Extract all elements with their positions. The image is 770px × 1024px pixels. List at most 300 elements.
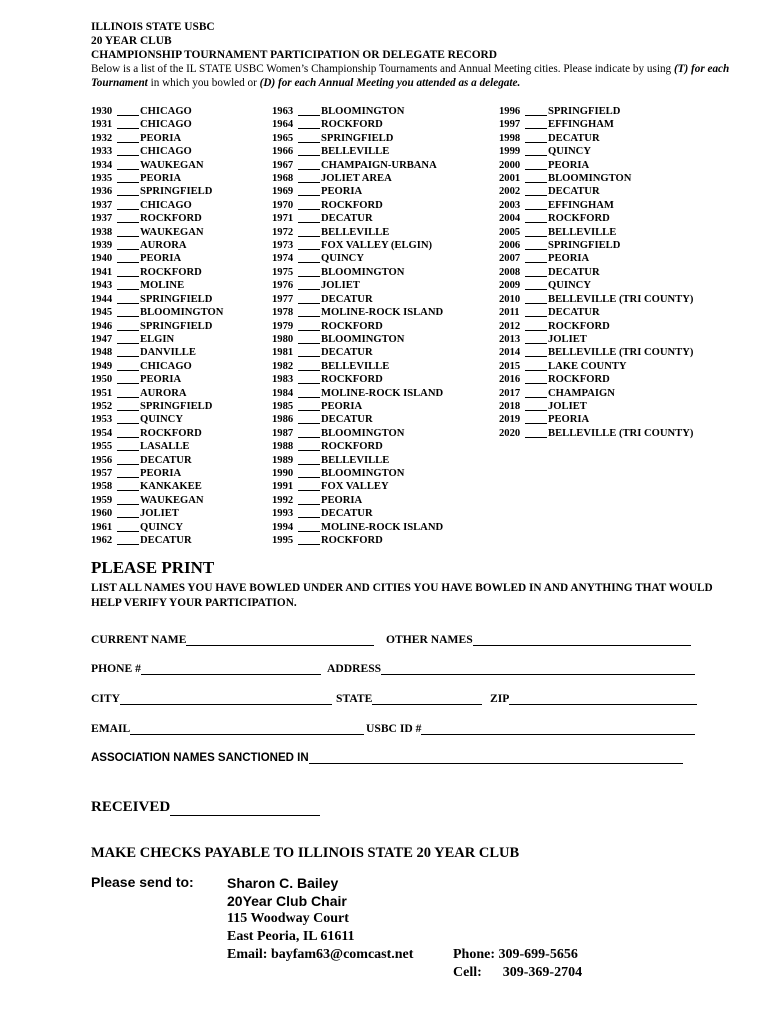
received-line[interactable] (170, 801, 320, 816)
tournament-row (272, 252, 443, 265)
participation-mark-line[interactable] (117, 279, 139, 290)
tournament-year: 1962 (91, 535, 113, 546)
participation-mark-line[interactable] (525, 387, 547, 398)
tournament-year: 2014 (499, 347, 521, 359)
participation-mark-line[interactable] (117, 226, 139, 237)
email-field[interactable] (91, 722, 364, 735)
tournament-city: QUINCY (548, 280, 591, 292)
participation-mark-line[interactable] (117, 159, 139, 170)
tournament-year: 2011 (499, 307, 520, 319)
participation-mark-line[interactable] (117, 293, 139, 304)
tournament-row (272, 346, 443, 359)
tournament-city: DECATUR (548, 132, 600, 144)
tournament-city: BELLEVILLE (321, 146, 390, 158)
participation-mark-line[interactable] (298, 320, 320, 331)
tournament-row (499, 400, 693, 413)
state-line[interactable] (372, 692, 482, 705)
participation-mark-line[interactable] (117, 494, 139, 505)
tournament-city: KANKAKEE (140, 481, 202, 493)
participation-mark-line[interactable] (298, 226, 320, 237)
tournament-city: BELLEVILLE (TRI COUNTY) (548, 427, 694, 439)
participation-mark-line[interactable] (298, 440, 320, 451)
participation-mark-line[interactable] (298, 534, 320, 545)
participation-mark-line[interactable] (117, 172, 139, 183)
tournament-city: ROCKFORD (548, 320, 610, 332)
participation-mark-line[interactable] (117, 427, 139, 438)
participation-mark-line[interactable] (525, 226, 547, 237)
tournament-year: 2004 (499, 213, 521, 225)
tournament-year: 1993 (272, 508, 294, 520)
tournament-row (272, 360, 443, 373)
participation-mark-line[interactable] (298, 159, 320, 170)
tournament-city: BLOOMINGTON (321, 427, 405, 439)
header-org: ILLINOIS STATE USBC (91, 21, 215, 33)
participation-mark-line[interactable] (298, 454, 320, 465)
participation-mark-line[interactable] (298, 467, 320, 478)
tournament-row (91, 480, 223, 493)
participation-mark-line[interactable] (298, 480, 320, 491)
tournament-year: 1945 (91, 307, 113, 319)
participation-mark-line[interactable] (117, 185, 139, 196)
participation-mark-line[interactable] (525, 185, 547, 196)
contact-name: Sharon C. Bailey (227, 875, 339, 891)
tournament-year: 1958 (91, 481, 113, 493)
tournament-row (499, 413, 693, 426)
tournament-row (499, 185, 693, 198)
send-to-label: Please send to: (91, 874, 194, 890)
tournament-city: EFFINGHAM (548, 119, 614, 131)
participation-mark-line[interactable] (525, 145, 547, 156)
participation-mark-line[interactable] (525, 132, 547, 143)
tournament-row (91, 293, 223, 306)
contact-city: East Peoria, IL 61611 (227, 929, 355, 944)
tournament-city: ROCKFORD (321, 535, 383, 546)
tournament-city: ROCKFORD (548, 213, 610, 225)
city-line[interactable] (120, 692, 332, 705)
participation-mark-line[interactable] (298, 172, 320, 183)
tournament-row (272, 306, 443, 319)
phone-label: PHONE # (91, 662, 141, 675)
tournament-row (272, 199, 443, 212)
tournament-city: ROCKFORD (321, 374, 383, 386)
participation-mark-line[interactable] (525, 252, 547, 263)
tournament-year: 1983 (272, 374, 294, 386)
tournament-year: 2002 (499, 186, 521, 198)
participation-mark-line[interactable] (298, 400, 320, 411)
zip-line[interactable] (509, 692, 697, 705)
tournament-city: DECATUR (321, 347, 373, 359)
tournament-year: 1985 (272, 400, 294, 412)
tournament-year: 1936 (91, 186, 113, 198)
tournament-city: LASALLE (140, 441, 190, 453)
tournament-row (499, 427, 693, 440)
participation-mark-line[interactable] (117, 145, 139, 156)
tournament-city: SPRINGFIELD (140, 293, 213, 305)
tournament-city: FOX VALLEY (321, 481, 389, 493)
participation-mark-line[interactable] (525, 320, 547, 331)
participation-mark-line[interactable] (525, 199, 547, 210)
tournament-year: 1967 (272, 159, 294, 171)
tournament-year: 1938 (91, 226, 113, 238)
participation-mark-line[interactable] (525, 427, 547, 438)
participation-mark-line[interactable] (525, 306, 547, 317)
tournament-city: DECATUR (321, 414, 373, 426)
city-field[interactable] (91, 692, 332, 705)
participation-mark-line[interactable] (117, 118, 139, 129)
tournament-city: PEORIA (321, 186, 363, 198)
participation-mark-line[interactable] (525, 172, 547, 183)
tournament-city: SPRINGFIELD (140, 400, 213, 412)
tournament-year: 1950 (91, 374, 113, 386)
tournament-city: BLOOMINGTON (548, 173, 632, 185)
tournament-row (272, 521, 443, 534)
tournament-year: 2000 (499, 159, 521, 171)
tournament-city: FOX VALLEY (ELGIN) (321, 240, 433, 252)
current-name-field[interactable] (91, 633, 374, 646)
list-names-instructions: LIST ALL NAMES YOU HAVE BOWLED UNDER AND CITIES YOU HAVE BOWLED IN AND ANYTHING THAT WOULD HELP VERIFY YOUR PARTICIPATION. (91, 582, 713, 609)
tournament-row (272, 132, 443, 145)
tournament-city: DECATUR (548, 307, 600, 319)
tournament-row (272, 185, 443, 198)
tournament-city: WAUKEGAN (140, 494, 204, 506)
participation-mark-line[interactable] (525, 266, 547, 277)
tournament-year: 2009 (499, 280, 521, 292)
tournament-row (91, 373, 223, 386)
tournament-row (499, 118, 693, 131)
tournament-row (272, 118, 443, 131)
tournament-year: 1987 (272, 427, 294, 439)
tournament-city: DECATUR (321, 213, 373, 225)
phone-line[interactable] (141, 662, 321, 675)
form-header (91, 20, 731, 90)
tournament-row (499, 226, 693, 239)
tournament-row (499, 306, 693, 319)
tournament-year: 1990 (272, 467, 294, 479)
participation-mark-line[interactable] (117, 266, 139, 277)
participation-mark-line[interactable] (117, 132, 139, 143)
tournament-city: DECATUR (321, 508, 373, 520)
participation-mark-line[interactable] (298, 507, 320, 518)
contact-street: 115 Woodway Court (227, 911, 349, 926)
header-instructions (91, 62, 731, 90)
tournament-city: WAUKEGAN (140, 226, 204, 238)
participation-mark-line[interactable] (298, 521, 320, 532)
participation-mark-line[interactable] (525, 293, 547, 304)
tournament-year: 1963 (272, 106, 294, 117)
usbc-id-line[interactable] (421, 722, 695, 735)
participation-mark-line[interactable] (298, 387, 320, 398)
tournament-year: 1956 (91, 454, 113, 466)
tournament-city: JOLIET (140, 508, 179, 520)
tournament-year: 1937 (91, 199, 113, 211)
participation-mark-line[interactable] (298, 306, 320, 317)
tournament-row (272, 454, 443, 467)
participation-mark-line[interactable] (525, 212, 547, 223)
tournament-year: 2006 (499, 240, 521, 252)
participation-mark-line[interactable] (117, 480, 139, 491)
participation-mark-line[interactable] (525, 373, 547, 384)
tournament-city: PEORIA (321, 400, 363, 412)
tournament-city: ROCKFORD (321, 119, 383, 131)
tournament-city: CHICAGO (140, 199, 192, 211)
tournament-year: 1998 (499, 132, 521, 144)
participation-mark-line[interactable] (525, 346, 547, 357)
current-name-line[interactable] (186, 633, 374, 646)
participation-mark-line[interactable] (117, 252, 139, 263)
participation-mark-line[interactable] (117, 346, 139, 357)
participation-mark-line[interactable] (117, 199, 139, 210)
tournament-year: 2007 (499, 253, 521, 265)
tournament-year: 1930 (91, 106, 113, 117)
participation-mark-line[interactable] (525, 118, 547, 129)
intro-tournament: (T) for each Tournament (91, 63, 730, 89)
participation-mark-line[interactable] (525, 239, 547, 250)
tournament-row (91, 534, 223, 547)
participation-mark-line[interactable] (117, 387, 139, 398)
participation-mark-line[interactable] (117, 440, 139, 451)
received-field[interactable] (91, 799, 320, 816)
tournament-year: 1952 (91, 400, 113, 412)
tournament-year: 1973 (272, 240, 294, 252)
tournament-city: BELLEVILLE (321, 226, 390, 238)
tournament-year: 1953 (91, 414, 113, 426)
address-field[interactable] (327, 662, 695, 675)
tournament-year: 1944 (91, 293, 113, 305)
tournament-year: 1986 (272, 414, 294, 426)
tournament-year: 1970 (272, 199, 294, 211)
tournament-row (499, 320, 693, 333)
participation-mark-line[interactable] (117, 239, 139, 250)
tournament-row (272, 105, 443, 118)
tournament-city: BLOOMINGTON (321, 266, 405, 278)
tournament-year: 1946 (91, 320, 113, 332)
tournament-year: 1981 (272, 347, 294, 359)
participation-mark-line[interactable] (525, 360, 547, 371)
tournament-city: QUINCY (140, 414, 183, 426)
state-field[interactable] (336, 692, 482, 705)
zip-field[interactable] (490, 692, 697, 705)
other-names-field[interactable] (386, 633, 691, 646)
tournament-row (272, 293, 443, 306)
participation-mark-line[interactable] (298, 373, 320, 384)
participation-mark-line[interactable] (298, 185, 320, 196)
tournament-row (91, 467, 223, 480)
tournament-city: JOLIET (321, 280, 360, 292)
tournament-city: PEORIA (140, 253, 182, 265)
tournament-row (499, 360, 693, 373)
participation-mark-line[interactable] (298, 199, 320, 210)
participation-mark-line[interactable] (298, 413, 320, 424)
tournament-city: ELGIN (140, 333, 175, 345)
tournament-row (91, 427, 223, 440)
tournament-city: ROCKFORD (321, 320, 383, 332)
participation-mark-line[interactable] (298, 132, 320, 143)
tournament-city: ROCKFORD (548, 374, 610, 386)
tournament-row (499, 239, 693, 252)
address-line[interactable] (381, 662, 695, 675)
tournament-year: 2005 (499, 226, 521, 238)
participation-mark-line[interactable] (117, 212, 139, 223)
tournament-row (499, 252, 693, 265)
tournament-row (91, 320, 223, 333)
email-line[interactable] (130, 722, 364, 735)
association-field[interactable] (91, 751, 683, 764)
tournament-year: 1961 (91, 521, 113, 533)
participation-mark-line[interactable] (117, 333, 139, 344)
tournament-row (272, 172, 443, 185)
tournament-row (91, 105, 223, 118)
participation-mark-line[interactable] (117, 534, 139, 545)
tournament-row (272, 400, 443, 413)
tournament-city: LAKE COUNTY (548, 360, 627, 372)
tournament-year: 1933 (91, 146, 113, 158)
participation-mark-line[interactable] (117, 454, 139, 465)
tournament-year: 1984 (272, 387, 294, 399)
tournament-row (91, 226, 223, 239)
tournament-year: 2013 (499, 333, 521, 345)
tournament-city: BELLEVILLE (321, 360, 390, 372)
participation-mark-line[interactable] (117, 467, 139, 478)
tournament-city: BLOOMINGTON (321, 106, 405, 117)
participation-mark-line[interactable] (117, 507, 139, 518)
tournament-year: 1949 (91, 360, 113, 372)
participation-mark-line[interactable] (117, 360, 139, 371)
other-names-line[interactable] (473, 633, 691, 646)
tournament-city: BELLEVILLE (548, 226, 617, 238)
tournament-row (91, 172, 223, 185)
participation-mark-line[interactable] (298, 293, 320, 304)
participation-mark-line[interactable] (117, 320, 139, 331)
tournament-city: BLOOMINGTON (140, 307, 224, 319)
tournament-year: 2012 (499, 320, 521, 332)
header-record-title: CHAMPIONSHIP TOURNAMENT PARTICIPATION OR DELEGATE RECORD (91, 49, 498, 61)
tournament-city: QUINCY (321, 253, 364, 265)
header-club: 20 YEAR CLUB (91, 35, 172, 47)
tournament-city: ROCKFORD (321, 441, 383, 453)
participation-mark-line[interactable] (298, 266, 320, 277)
tournament-row (499, 266, 693, 279)
participation-mark-line[interactable] (298, 360, 320, 371)
tournament-row (272, 266, 443, 279)
participation-mark-line[interactable] (525, 105, 547, 116)
tournament-city: AURORA (140, 240, 187, 252)
participation-mark-line[interactable] (525, 413, 547, 424)
participation-mark-line[interactable] (117, 105, 139, 116)
phone-field[interactable] (91, 662, 321, 675)
participation-mark-line[interactable] (298, 346, 320, 357)
participation-mark-line[interactable] (117, 373, 139, 384)
participation-mark-line[interactable] (298, 105, 320, 116)
participation-mark-line[interactable] (117, 521, 139, 532)
tournament-year: 1997 (499, 119, 521, 131)
tournament-year: 1948 (91, 347, 113, 359)
cell-number: 309-369-2704 (502, 965, 583, 980)
participation-mark-line[interactable] (525, 333, 547, 344)
participation-mark-line[interactable] (298, 333, 320, 344)
tournament-year: 1991 (272, 481, 294, 493)
tournament-year: 1995 (272, 535, 294, 546)
tournament-year: 1978 (272, 307, 294, 319)
tournament-city: JOLIET (548, 333, 587, 345)
tournament-year: 2018 (499, 400, 521, 412)
tournament-city: MOLINE-ROCK ISLAND (321, 387, 444, 399)
tournament-row (499, 132, 693, 145)
tournament-city: DECATUR (548, 266, 600, 278)
tournament-row (272, 320, 443, 333)
tournament-city: EFFINGHAM (548, 199, 614, 211)
tournament-year: 2001 (499, 173, 521, 185)
tournament-year: 1974 (272, 253, 294, 265)
tournament-row (499, 172, 693, 185)
tournament-row (272, 440, 443, 453)
tournament-column-1 (91, 105, 223, 547)
tournament-year: 1941 (91, 266, 113, 278)
participation-mark-line[interactable] (298, 279, 320, 290)
tournament-city: SPRINGFIELD (140, 186, 213, 198)
tournament-row (499, 346, 693, 359)
usbc-id-field[interactable] (366, 722, 695, 735)
tournament-year: 2008 (499, 266, 521, 278)
tournament-city: SPRINGFIELD (321, 132, 394, 144)
tournament-year: 2017 (499, 387, 521, 399)
tournament-row (91, 333, 223, 346)
participation-mark-line[interactable] (298, 145, 320, 156)
tournament-year: 1969 (272, 186, 294, 198)
tournament-row (499, 387, 693, 400)
tournament-city: BLOOMINGTON (321, 467, 405, 479)
tournament-row (91, 413, 223, 426)
tournament-column-2 (272, 105, 443, 547)
tournament-year: 1943 (91, 280, 113, 292)
tournament-year: 1934 (91, 159, 113, 171)
participation-mark-line[interactable] (525, 400, 547, 411)
tournament-row (91, 440, 223, 453)
tournament-city: BELLEVILLE (321, 454, 390, 466)
tournament-row (272, 480, 443, 493)
participation-mark-line[interactable] (117, 306, 139, 317)
participation-mark-line[interactable] (117, 400, 139, 411)
tournament-year: 2016 (499, 374, 521, 386)
participation-mark-line[interactable] (298, 427, 320, 438)
participation-mark-line[interactable] (525, 159, 547, 170)
tournament-year: 1931 (91, 119, 113, 131)
tournament-year: 1960 (91, 508, 113, 520)
tournament-row (499, 293, 693, 306)
association-line[interactable] (309, 751, 683, 764)
participation-mark-line[interactable] (298, 494, 320, 505)
tournament-year: 1989 (272, 454, 294, 466)
tournament-year: 1972 (272, 226, 294, 238)
tournament-year: 2010 (499, 293, 521, 305)
participation-mark-line[interactable] (525, 279, 547, 290)
participation-mark-line[interactable] (298, 118, 320, 129)
tournament-row (91, 159, 223, 172)
tournament-city: BLOOMINGTON (321, 333, 405, 345)
tournament-row (499, 159, 693, 172)
participation-mark-line[interactable] (298, 239, 320, 250)
tournament-city: ROCKFORD (140, 427, 202, 439)
participation-mark-line[interactable] (117, 413, 139, 424)
tournament-city: BELLEVILLE (TRI COUNTY) (548, 293, 694, 305)
participation-mark-line[interactable] (298, 212, 320, 223)
tournament-city: DECATUR (140, 454, 192, 466)
tournament-year: 1980 (272, 333, 294, 345)
tournament-year: 1935 (91, 173, 113, 185)
tournament-column-3 (499, 105, 693, 440)
participation-mark-line[interactable] (298, 252, 320, 263)
tournament-city: JOLIET AREA (321, 173, 392, 185)
tournament-city: BELLEVILLE (TRI COUNTY) (548, 347, 694, 359)
